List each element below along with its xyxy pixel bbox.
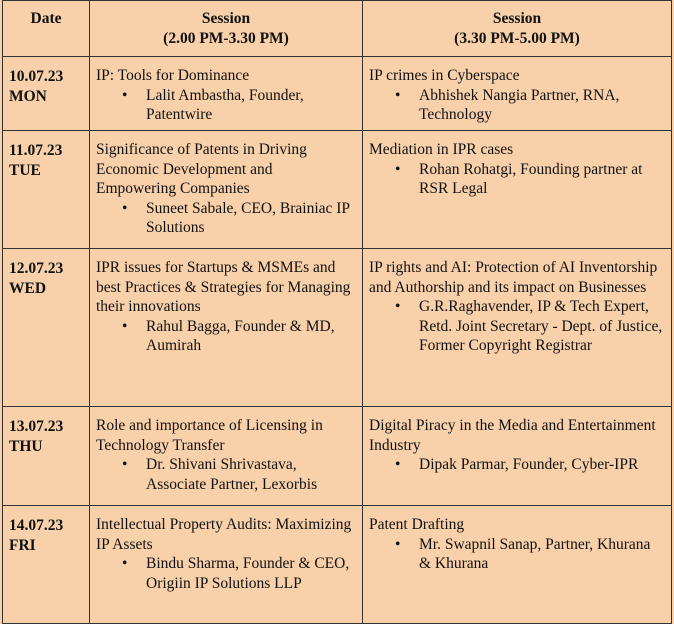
header-row [3,1,672,57]
speaker-name: G.R.Raghavender, IP & Tech Expert, Retd. Joint Secretary - Dept. of Justice, Former Copyright Registrar [419,298,663,355]
day-value: THU [9,437,43,455]
session-2-cell [363,57,672,131]
speaker-item [369,535,665,574]
header-session-2 [363,1,672,57]
session-topic: IP rights and AI: Protection of AI Inventorship and Authorship and its impact on Businesses [369,259,658,296]
speaker-name: Mr. Swapnil Sanap, Partner, Khurana & Khurana [419,535,651,573]
bullet-icon: • [395,298,401,316]
session-1-cell [90,407,363,506]
speaker-name: Bindu Sharma, Founder & CEO, Origiin IP Solutions LLP [146,555,350,592]
session-topic: Digital Piracy in the Media and Entertainment Industry [369,417,656,454]
speaker-item [96,199,356,238]
bullet-icon: • [395,86,401,104]
session-1-cell [90,249,363,407]
session-2-cell [363,249,672,407]
table-row [3,407,672,506]
speaker-item [96,86,356,125]
speaker-name: Abhishek Nangia Partner, RNA, Technology [419,86,620,124]
speaker-name: Dr. Shivani Shrivastava, Associate Partner, Lexorbis [146,456,318,493]
session-1-cell [90,131,363,249]
speaker-name: Rahul Bagga, Founder & MD, Aumirah [146,317,335,355]
session-2-cell [363,506,672,624]
date-value: 14.07.23 [9,517,64,534]
speaker-item [96,317,356,356]
date-cell [3,506,90,624]
date-value: 12.07.23 [9,260,64,277]
session-topic: Patent Drafting [369,516,465,533]
speaker-item [369,160,665,199]
schedule-table [2,0,672,624]
session-1-cell [90,57,363,131]
day-value: FRI [9,536,36,554]
speaker-item [96,455,356,494]
table-row [3,131,672,249]
session-2-cell [363,131,672,249]
bullet-icon: • [395,160,401,178]
speaker-name: Suneet Sabale, CEO, Brainiac IP Solutions [146,199,350,237]
bullet-icon: • [122,199,128,217]
date-cell [3,407,90,506]
speaker-item [369,297,665,356]
bullet-icon: • [122,86,128,104]
table-row [3,249,672,407]
table-row [3,506,672,624]
bullet-icon: • [122,555,128,573]
speaker-name: Dipak Parmar, Founder, Cyber-IPR [419,456,639,474]
date-cell [3,131,90,249]
speaker-name: Rohan Rohatgi, Founding partner at RSR Legal [419,160,643,198]
header-session-2-time: (3.30 PM-5.00 PM) [454,29,580,47]
session-topic: IP: Tools for Dominance [96,67,250,84]
session-1-cell [90,506,363,624]
session-topic: Mediation in IPR cases [369,141,514,158]
speaker-item [369,86,665,125]
day-value: TUE [9,161,41,179]
table-row [3,57,672,131]
date-value: 10.07.23 [9,68,64,85]
bullet-icon: • [122,456,128,474]
header-session-2-title: Session [492,10,542,27]
speaker-item [96,554,356,593]
session-topic: Role and importance of Licensing in Technology Transfer [96,417,323,454]
date-cell [3,57,90,131]
header-session-1 [90,1,363,57]
session-topic: IP crimes in Cyberspace [369,67,520,84]
session-topic: Significance of Patents in Driving Economic Development and Empowering Companies [96,141,307,198]
header-date-label: Date [30,10,62,27]
bullet-icon: • [395,456,401,474]
date-value: 13.07.23 [9,418,64,435]
bullet-icon: • [122,317,128,335]
speaker-name: Lalit Ambastha, Founder, Patentwire [146,86,304,124]
session-topic: IPR issues for Startups & MSMEs and best Practices & Strategies for Managing their innovations [96,259,351,316]
speaker-item [369,455,665,475]
day-value: WED [9,279,47,297]
day-value: MON [9,87,47,105]
date-value: 11.07.23 [9,142,63,159]
bullet-icon: • [395,535,401,553]
session-topic: Intellectual Property Audits: Maximizing IP Assets [96,516,352,553]
header-date [3,1,90,57]
session-2-cell [363,407,672,506]
date-cell [3,249,90,407]
header-session-1-title: Session [201,10,251,27]
header-session-1-time: (2.00 PM-3.30 PM) [163,29,289,47]
